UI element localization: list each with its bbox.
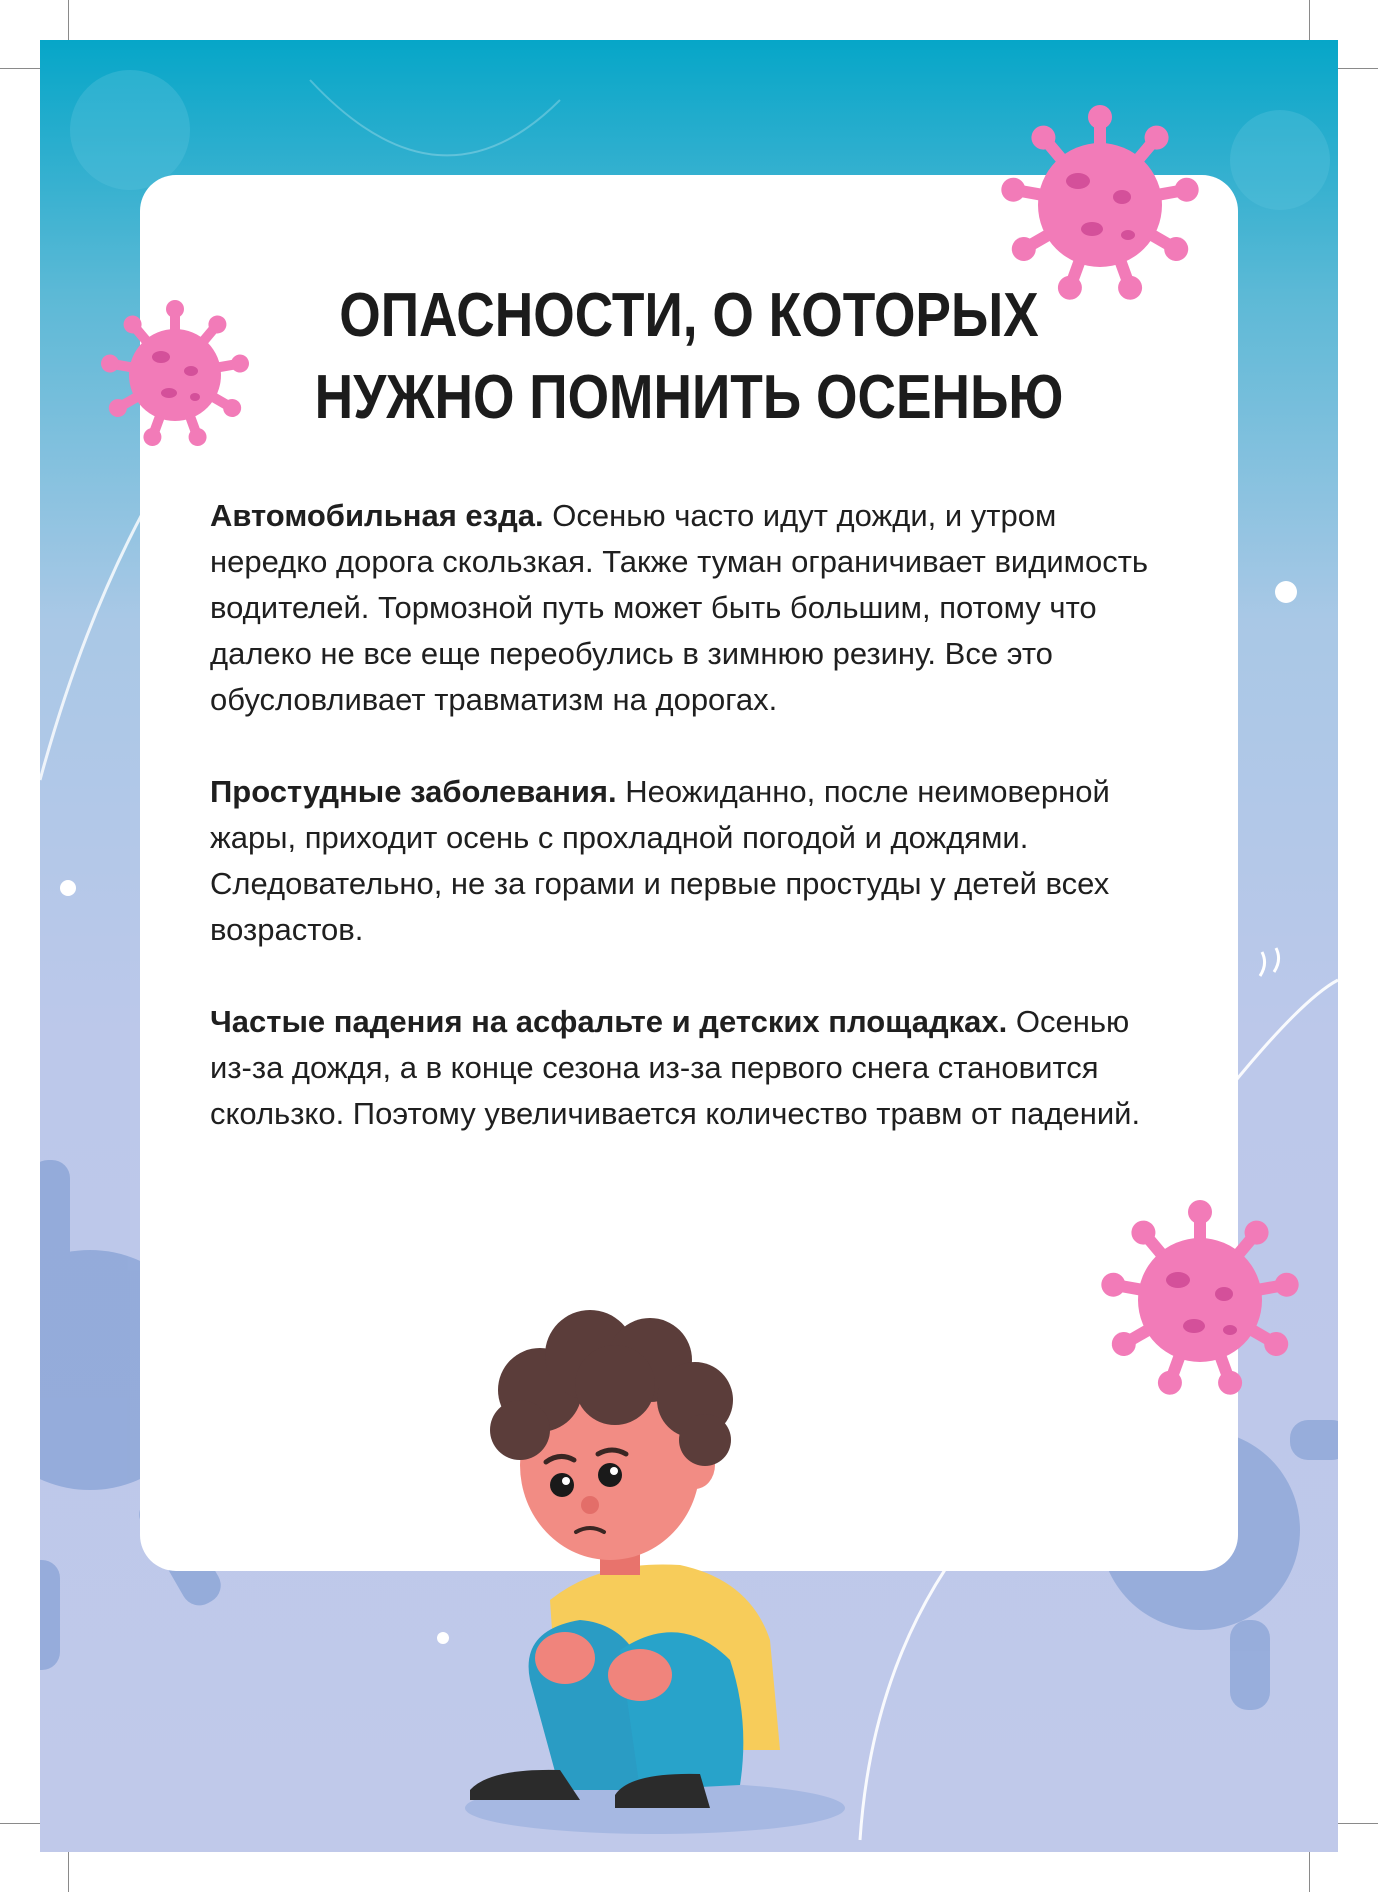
article-body — [210, 493, 1170, 1183]
section-falls — [210, 999, 1170, 1137]
pink-virus-icon — [1100, 1200, 1300, 1400]
poster — [40, 40, 1338, 1852]
pink-virus-icon — [1000, 105, 1200, 305]
title-line-2: НУЖНО ПОМНИТЬ ОСЕНЬЮ — [314, 363, 1064, 432]
section-text: Осенью из-за дождя, а в конце сезона из-за первого снега становится скользко. Поэтому увеличивается количество травм от падений. — [210, 1004, 1141, 1131]
section-heading: Частые падения на асфальте и детских площадках. — [210, 1004, 1008, 1039]
section-text: Неожиданно, после неимоверной жары, приходит осень с прохладной погодой и дождями. Следовательно, не за горами и первые простуды у детей всех возрастов. — [210, 774, 1110, 947]
section-driving — [210, 493, 1170, 723]
section-colds — [210, 769, 1170, 953]
section-heading: Простудные заболевания. — [210, 774, 617, 809]
title-line-1: ОПАСНОСТИ, О КОТОРЫХ — [339, 281, 1039, 350]
section-heading: Автомобильная езда. — [210, 498, 544, 533]
section-text: Осенью часто идут дожди, и утром нередко дорога скользкая. Также туман ограничивает видимость водителей. Тормозной путь может быть большим, потому что далеко не все еще переобулись в зимнюю резину. Все это обусловливает травматизм на дорогах. — [210, 498, 1149, 717]
sad-child-illustration — [450, 1280, 870, 1840]
pink-virus-icon — [100, 300, 250, 450]
